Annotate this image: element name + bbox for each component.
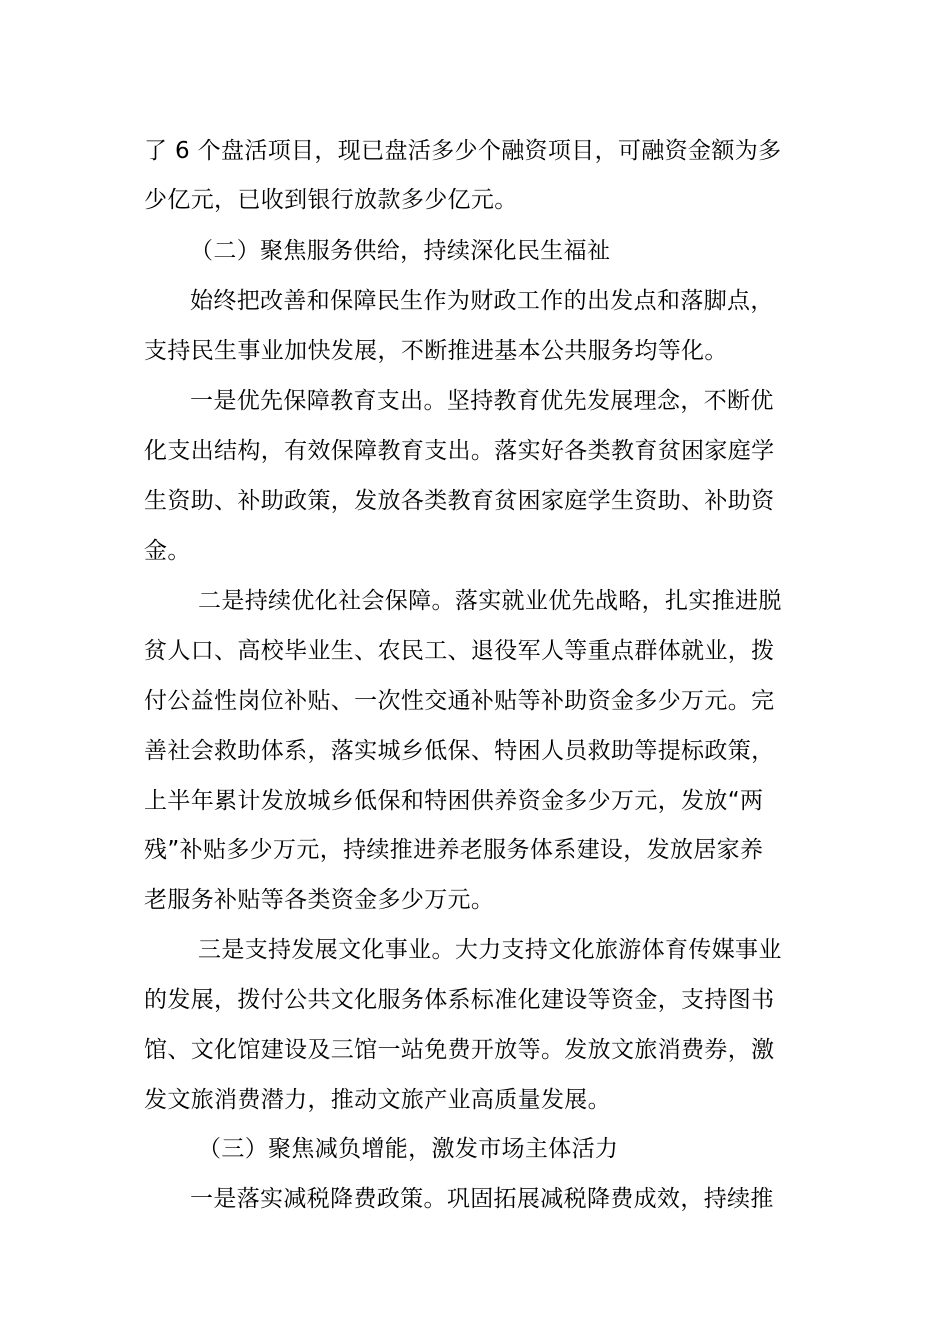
text-line: 残”补贴多少万元，持续推进养老服务体系建设，发放居家养 bbox=[144, 837, 764, 863]
text-line: 上半年累计发放城乡低保和特困供养资金多少万元，发放“两 bbox=[144, 788, 764, 814]
text-line: 一是落实减税降费政策。巩固拓展减税降费成效，持续推 bbox=[190, 1186, 774, 1212]
text-line: 二是持续优化社会保障。落实就业优先战略，扎实推进脱 bbox=[198, 588, 782, 614]
text-line: 发文旅消费潜力，推动文旅产业高质量发展。 bbox=[144, 1087, 611, 1113]
text-line: 三是支持发展文化事业。大力支持文化旅游体育传媒事业 bbox=[198, 937, 782, 963]
text-line: 金。 bbox=[144, 538, 191, 564]
text-line: 一是优先保障教育支出。坚持教育优先发展理念，不断优 bbox=[190, 388, 774, 414]
section-heading: （三）聚焦减负增能，激发市场主体活力 bbox=[198, 1136, 619, 1162]
text-line: 始终把改善和保障民生作为财政工作的出发点和落脚点， bbox=[190, 288, 774, 314]
text-line: 化支出结构，有效保障教育支出。落实好各类教育贫困家庭学 bbox=[144, 438, 775, 464]
text-line: 了 6 个盘活项目，现已盘活多少个融资项目，可融资金额为多 bbox=[144, 138, 782, 164]
section-heading: （二）聚焦服务供给，持续深化民生福祉 bbox=[190, 238, 611, 264]
text-line: 少亿元，已收到银行放款多少亿元。 bbox=[144, 187, 518, 213]
text-line: 老服务补贴等各类资金多少万元。 bbox=[144, 887, 495, 913]
text-line: 善社会救助体系，落实城乡低保、特困人员救助等提标政策， bbox=[144, 738, 775, 764]
text-line: 支持民生事业加快发展，不断推进基本公共服务均等化。 bbox=[144, 338, 728, 364]
text-line: 馆、文化馆建设及三馆一站免费开放等。发放文旅消费券，激 bbox=[144, 1037, 775, 1063]
text-line: 的发展，拨付公共文化服务体系标准化建设等资金，支持图书 bbox=[144, 987, 775, 1013]
text-line: 贫人口、高校毕业生、农民工、退役军人等重点群体就业，拨 bbox=[144, 638, 775, 664]
text-line: 生资助、补助政策，发放各类教育贫困家庭学生资助、补助资 bbox=[144, 488, 775, 514]
text-line: 付公益性岗位补贴、一次性交通补贴等补助资金多少万元。完 bbox=[144, 688, 775, 714]
